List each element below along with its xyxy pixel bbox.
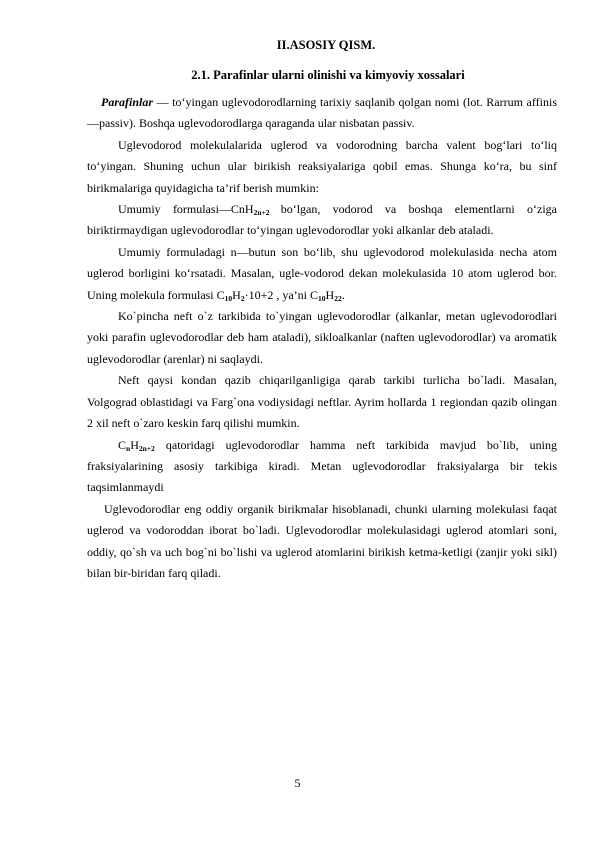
formula-subscript: 10 [318,293,326,303]
paragraph-cnh2n2-series [87,435,557,499]
paragraph-decane-example [87,242,557,306]
formula-text: . [341,287,345,302]
paragraph-text: qatoridagi uglevodorodlar hamma neft tarkibida mavjud bo`lib, uning fraksiyalarining asosiy tarkibiga kiradi. Metan uglevodorodlar fraksiyalarga bir tekis taqsimlanmaydi [87,437,557,495]
paragraph-valent-bonds: Uglevodorod molekulalarida uglerod va vodorodning barcha valent bog‘lari to‘liq to‘yingan. Shuning uchun ular birikish reaksiyalariga qobil emas. Shunga ko‘ra, bu sinf birikmalariga quyidagicha ta’rif berish mumkin: [87,137,557,195]
formula-subscript: 10 [224,293,233,303]
formula-text: H [130,437,139,452]
paragraph-general-formula [87,199,557,242]
page-number: 5 [294,776,301,790]
paragraph-text: Umumiy formuladagi n—butun son bo‘lib, shu uglevodorod molekulasida necha atom uglerod borligini ko‘rsatadi. Masalan, ugle-vodorod dekan molekulasida 10 atom uglerod bor. Uning molekula formulasi C [87,244,557,302]
formula-text: C [118,437,127,452]
formula-text: H [325,287,335,302]
subsection-title: 2.1. Parafinlar ularni olinishi va kimyoviy xossalari [191,68,465,82]
page-content [87,34,557,584]
formula-subscript: 2 [240,293,245,303]
paragraph-oil-composition: Ko`pincha neft o`z tarkibida to`yingan uglevodorodlar (alkanlar, metan uglevodorodlari yoki parafin uglevodorodlar deb ham ataladi), sikloalkanlar (naften uglevodorodlar) va aromatik uglevodorodlar (arenlar) ni saqlaydi. [87,309,557,366]
formula-text: H [232,287,241,302]
paragraph-text: — to‘yingan uglevodorodlarning tarixiy saqlanib qolgan nomi (lot. Rarrum affinis—passiv). Boshqa uglevodorodlarga qaraganda ular nisbatan passiv. [87,95,557,131]
formula-subscript: 2n+2 [138,443,155,453]
formula-subscript: 22 [334,293,342,303]
formula-text: ·10+2 , ya’ni C [244,287,319,302]
term-parafinlar: Parafinlar [101,95,154,109]
paragraph-simple-organic: Uglevodorodlar eng oddiy organik birikmalar hisoblanadi, chunki ularning molekulasi faqat uglerod va vodoroddan iborat bo`ladi. Uglevodorodlar molekulasidagi uglerod atomlari soni, oddiy, qo`sh va uch bog`ni bo`lishi va uglerod atomlarini birikish ketma-ketligi (zanjir yoki sikl) bilan bir-biridan farq qiladi. [87,501,557,580]
paragraph-parafinlar-definition [87,92,557,135]
formula-subscript: 2n+2 [253,208,281,218]
section-title: II.ASOSIY QISM. [276,38,376,52]
formula-text: Umumiy formulasi—CnH [118,202,254,217]
formula-subscript: n [126,443,131,453]
paragraph-text: bo‘lgan, vodorod va boshqa elementlarni o‘ziga biriktirmaydigan uglevodorodlar to‘yingan uglevodorodlar yoki alkanlar deb ataladi. [87,202,557,238]
paragraph-oil-regions: Neft qaysi kondan qazib chiqarilganligiga qarab tarkibi turlicha bo`ladi. Masalan, Volgograd oblastidagi va Farg`ona vodiysidagi neftlar. Ayrim hollarda 1 regiondan qazib olingan 2 xil neft o`zaro keskin farq qilishi mumkin. [87,373,557,431]
